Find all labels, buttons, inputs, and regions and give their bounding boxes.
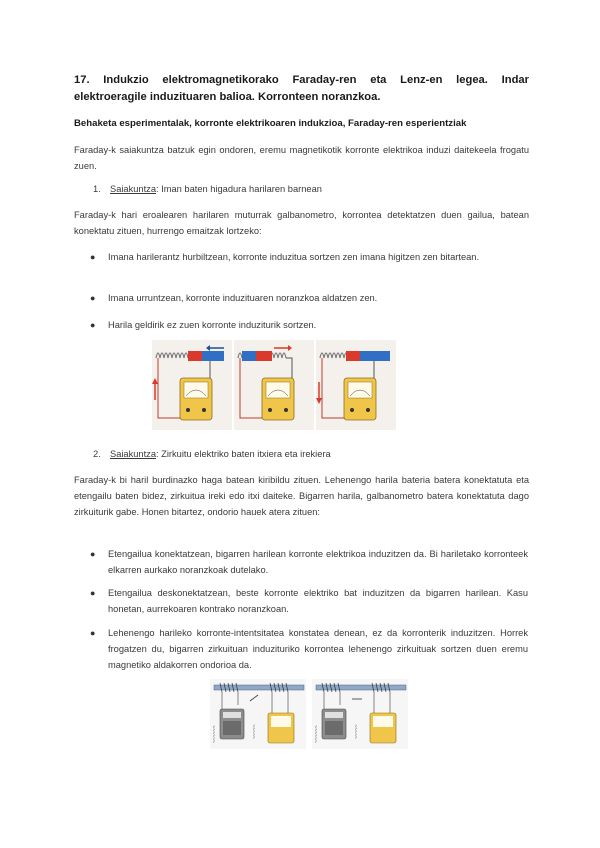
- experiment-2-label: Saiakuntza: [110, 449, 156, 459]
- bullet-icon: ●: [90, 320, 96, 330]
- bullet-icon: ●: [90, 628, 96, 638]
- figure-panel-static: [316, 340, 396, 430]
- bullet-icon: ●: [90, 588, 96, 598]
- bullet-icon: ●: [90, 293, 96, 303]
- bullet-icon: ●: [90, 549, 96, 559]
- experiment-2-heading: [93, 447, 331, 461]
- experiment-1-title: : Iman baten higadura harilaren barnean: [156, 184, 322, 194]
- experiment-1-paragraph: Faraday-k hari eroalearen harilaren muturrak galbanometro, korrontea detektatzen duen gailua, batean konektatu zituen, hurrengo emaitzak lortzeko:: [74, 210, 529, 236]
- list-item-text: Lehenengo harileko korronte-intentsitatea konstatea denean, ez da korronterik induzitzen. Horrek frogatzen du, bigarren zirkuituan induzituriko korrontea lehenengo zirkuituak sortzen duen eremu magnetiko aldakorren ondorioa da.: [108, 628, 528, 670]
- list-item: [90, 585, 528, 617]
- figure-panel-retract: [234, 340, 314, 430]
- section-subtitle: Behaketa esperimentalak, korronte elektrikoaren indukzioa, Faraday-ren esperientziak: [74, 118, 467, 129]
- figure-panel-approach: [152, 340, 232, 430]
- experiment-1-heading: [93, 182, 322, 196]
- page-title: 17. Indukzio elektromagnetikorako Faraday-ren eta Lenz-en legea. Indar elektroeragile induzituaren balioa. Korronteen noranzkoa.: [74, 74, 529, 103]
- list-item-text: Harila geldirik ez zuen korronte induziturik sortzen.: [108, 320, 317, 330]
- list-item-text: Etengailua konektatzean, bigarren harilean korronte elektrikoa induzitzen da. Bi hariletako korronteek elkarren aurkako noranzkoak dutelako.: [108, 549, 528, 575]
- magnet-coil-figure: [152, 340, 396, 430]
- list-item: [90, 546, 528, 578]
- experiment-2-paragraph: Faraday-k bi haril burdinazko haga batean kiribildu zituen. Lehenengo harila bateria batera konektatuta eta etengailu baten bidez, zirkuitua ireki edo itxi daiteke. Bigarren harila, galbanometro batera konektatuta dago zirkuiturik gabe. Honen bitartez, ondorio hauek atera zituen:: [74, 475, 529, 517]
- intro-paragraph: Faraday-k saiakuntza batzuk egin ondoren, eremu magnetikotik korronte elektrikoa induzi daitekeela frogatu zuen.: [74, 145, 529, 171]
- experiment-2-number: 2.: [93, 449, 101, 459]
- list-item: [90, 290, 528, 306]
- list-item: [90, 317, 528, 333]
- bullet-icon: ●: [90, 252, 96, 262]
- experiment-1-label: Saiakuntza: [110, 184, 156, 194]
- list-item-text: Imana urruntzean, korronte induzituaren noranzkoa aldatzen zen.: [108, 293, 378, 303]
- two-coil-figure: [210, 679, 408, 749]
- list-item-text: Etengailua deskonektatzean, beste korronte elektriko bat induzitzen da bigarren harilean. Kasu honetan, aurrekoaren kontrako noranzkoan.: [108, 588, 528, 614]
- experiment-2-title: : Zirkuitu elektriko baten itxiera eta irekiera: [156, 449, 331, 459]
- list-item: [90, 625, 528, 673]
- list-item: [90, 249, 528, 265]
- experiment-1-number: 1.: [93, 184, 101, 194]
- list-item-text: Imana harilerantz hurbiltzean, korronte induzitua sortzen zen imana higitzen zen bitartean.: [108, 252, 480, 262]
